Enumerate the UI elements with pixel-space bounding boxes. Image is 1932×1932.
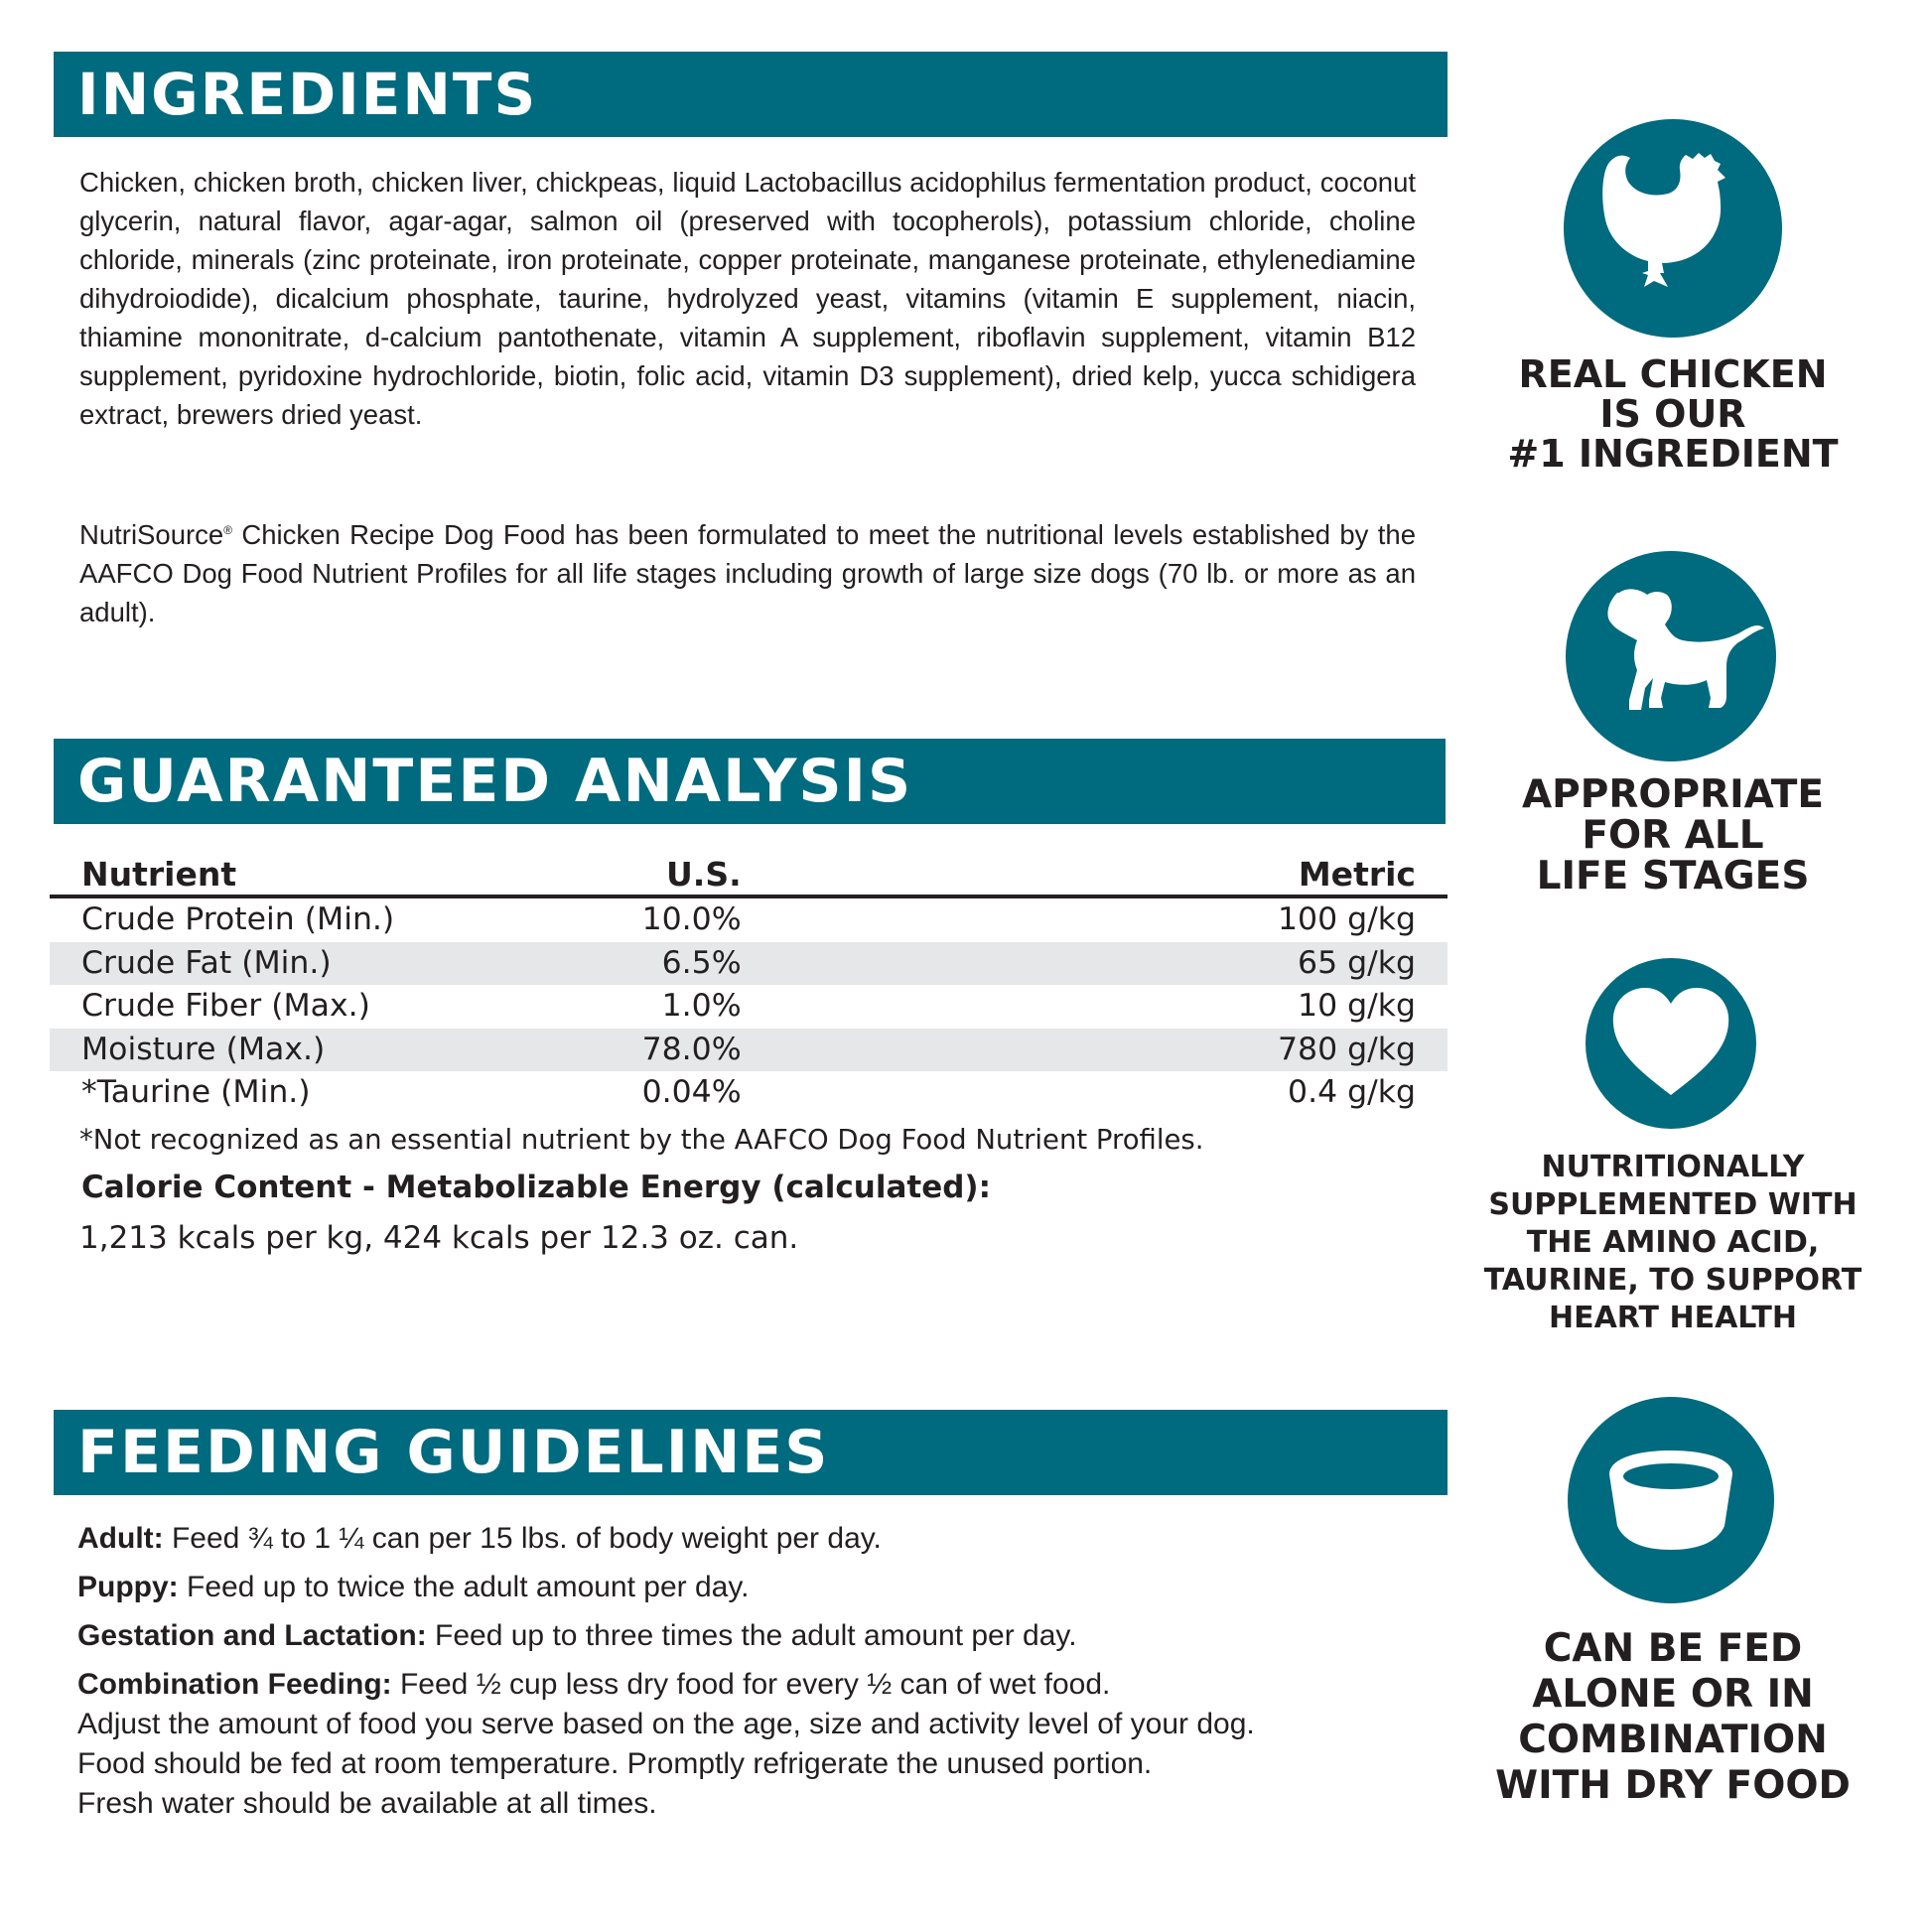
feeding-text: Feed ¾ to 1 ¼ can per 15 lbs. of body weight per day. (163, 1522, 882, 1555)
claim-line: CAN BE FED (1543, 1626, 1803, 1671)
feeding-note: Food should be fed at room temperature. Promptly refrigerate the unused portion. (77, 1747, 1153, 1780)
claim-line: SUPPLEMENTED WITH (1488, 1187, 1858, 1223)
feeding-text: Feed up to twice the adult amount per day. (178, 1571, 750, 1603)
feeding-item-puppy (77, 1571, 749, 1604)
claim-line: HEART HEALTH (1548, 1301, 1798, 1336)
claim-line: IS OUR (1599, 391, 1746, 436)
taurine-footnote: *Not recognized as an essential nutrient by the AAFCO Dog Food Nutrient Profiles. (79, 1124, 1204, 1156)
nutrient-cell: Crude Fat (Min.) (50, 942, 497, 986)
metric-value-cell: 780 g/kg (1208, 1029, 1448, 1072)
metric-value-cell: 0.4 g/kg (1288, 1074, 1416, 1111)
analysis-heading: GUARANTEED ANALYSIS (54, 739, 1446, 824)
aafco-line: established by the AAFCO Dog Food Nutrient Profiles for all life stages including growth of large (79, 519, 1417, 589)
feeding-note: Adjust the amount of food you serve based on the age, size and activity level of your dog. (77, 1708, 1255, 1740)
feeding-heading: FEEDING GUIDELINES (54, 1410, 1448, 1495)
column-header-nutrient: Nutrient (50, 849, 497, 897)
aafco-statement (79, 511, 1416, 631)
calorie-content-label: Calorie Content - Metabolizable Energy (calculated): (81, 1170, 991, 1205)
claim-line: NUTRITIONALLY (1541, 1150, 1805, 1184)
feeding-label: Combination Feeding: (77, 1668, 392, 1701)
nutrient-cell: Crude Protein (Min.) (81, 901, 395, 938)
aafco-line: size dogs (70 lb. or more as an adult). (79, 558, 1416, 627)
claim-all-life-stages (1459, 772, 1886, 898)
registered-mark: ® (223, 523, 233, 537)
claim-line: COMBINATION (1518, 1718, 1828, 1763)
ingredients-line: manganese proteinate, ethylenediamine dihydroiodide), dicalcium phosphate, taurine, (79, 244, 1417, 314)
table-row (50, 942, 1448, 986)
chicken-icon (1564, 119, 1782, 338)
ingredients-line: hydrolyzed yeast, vitamins (vitamin E supplement, niacin, thiamine mononitrate, d-calcium (79, 283, 1417, 352)
claim-line: WITH DRY FOOD (1495, 1763, 1851, 1809)
aafco-line: Chicken Recipe Dog Food has been formulated to meet the nutritional levels (232, 519, 1183, 550)
us-value-cell: 1.0% (661, 988, 742, 1025)
ingredients-line: Chicken, chicken broth, chicken liver, chickpeas, liquid Lactobacillus acidophilus fermentation (79, 167, 1206, 198)
feeding-label: Adult: (77, 1522, 164, 1555)
table-row (50, 1029, 1448, 1072)
claim-line: THE AMINO ACID, (1526, 1225, 1820, 1261)
table-header-row (50, 849, 1448, 897)
metric-value-cell: 65 g/kg (1208, 942, 1448, 986)
table-row (50, 897, 1448, 942)
claim-line: TAURINE, TO SUPPORT (1483, 1263, 1863, 1299)
claim-line: ALONE OR IN (1532, 1672, 1814, 1718)
metric-value-cell: 100 g/kg (1278, 901, 1416, 938)
us-value-cell: 0.04% (641, 1074, 742, 1111)
feeding-item-combination (77, 1668, 1110, 1702)
feeding-text: Feed up to three times the adult amount per day. (426, 1619, 1077, 1652)
table-row (50, 1071, 1448, 1115)
ingredients-list (79, 163, 1416, 434)
ingredients-line: potassium chloride, choline chloride, minerals (zinc proteinate, iron proteinate, copper proteinate, (79, 206, 1416, 275)
feeding-label: Puppy: (77, 1571, 179, 1603)
claim-line: #1 INGREDIENT (1507, 431, 1839, 476)
claim-fed-alone-or-combination (1459, 1626, 1886, 1809)
ingredients-line: brewers dried yeast. (176, 399, 423, 430)
puppy-icon (1566, 551, 1776, 761)
feeding-item-gestation (77, 1619, 1077, 1653)
claim-line: LIFE STAGES (1536, 853, 1810, 898)
column-header-us: U.S. (497, 849, 1208, 897)
us-value-cell: 78.0% (497, 1029, 1208, 1072)
feeding-item-adult (77, 1522, 882, 1556)
nutrient-cell: Moisture (Max.) (50, 1029, 497, 1072)
us-value-cell: 10.0% (641, 901, 742, 938)
ingredients-heading: INGREDIENTS (54, 52, 1448, 137)
guaranteed-analysis-table (50, 849, 1448, 1115)
claim-line: REAL CHICKEN (1518, 352, 1828, 396)
bowl-icon (1568, 1397, 1774, 1603)
metric-value-cell: 10 g/kg (1298, 988, 1416, 1025)
table-row (50, 985, 1448, 1029)
us-value-cell: 6.5% (497, 942, 1208, 986)
ingredients-line: hydrochloride, biotin, folic acid, vitamin D3 supplement), dried kelp, yucca schidigera extract, (79, 360, 1417, 430)
heart-icon (1586, 958, 1756, 1129)
feeding-text: Feed ½ cup less dry food for every ½ can of wet food. (391, 1668, 1111, 1701)
brand-name: NutriSource (79, 519, 224, 550)
claim-real-chicken (1459, 352, 1886, 476)
claim-taurine (1459, 1149, 1886, 1337)
claim-line: APPROPRIATE (1521, 772, 1825, 817)
column-header-metric: Metric (1208, 849, 1448, 897)
nutrient-cell: Crude Fiber (Max.) (81, 988, 370, 1025)
ingredients-line: product, coconut glycerin, natural flavor, agar-agar, salmon oil (preserved with tocopherols), (79, 167, 1417, 236)
calorie-content-value: 1,213 kcals per kg, 424 kcals per 12.3 oz. can. (79, 1220, 799, 1256)
nutrient-cell: *Taurine (Min.) (81, 1074, 311, 1111)
feeding-note: Fresh water should be available at all times. (77, 1787, 657, 1820)
claim-line: FOR ALL (1582, 812, 1764, 858)
feeding-label: Gestation and Lactation: (77, 1619, 427, 1652)
ingredients-line: pantothenate, vitamin A supplement, riboflavin supplement, vitamin B12 supplement, pyridoxine (79, 322, 1417, 391)
